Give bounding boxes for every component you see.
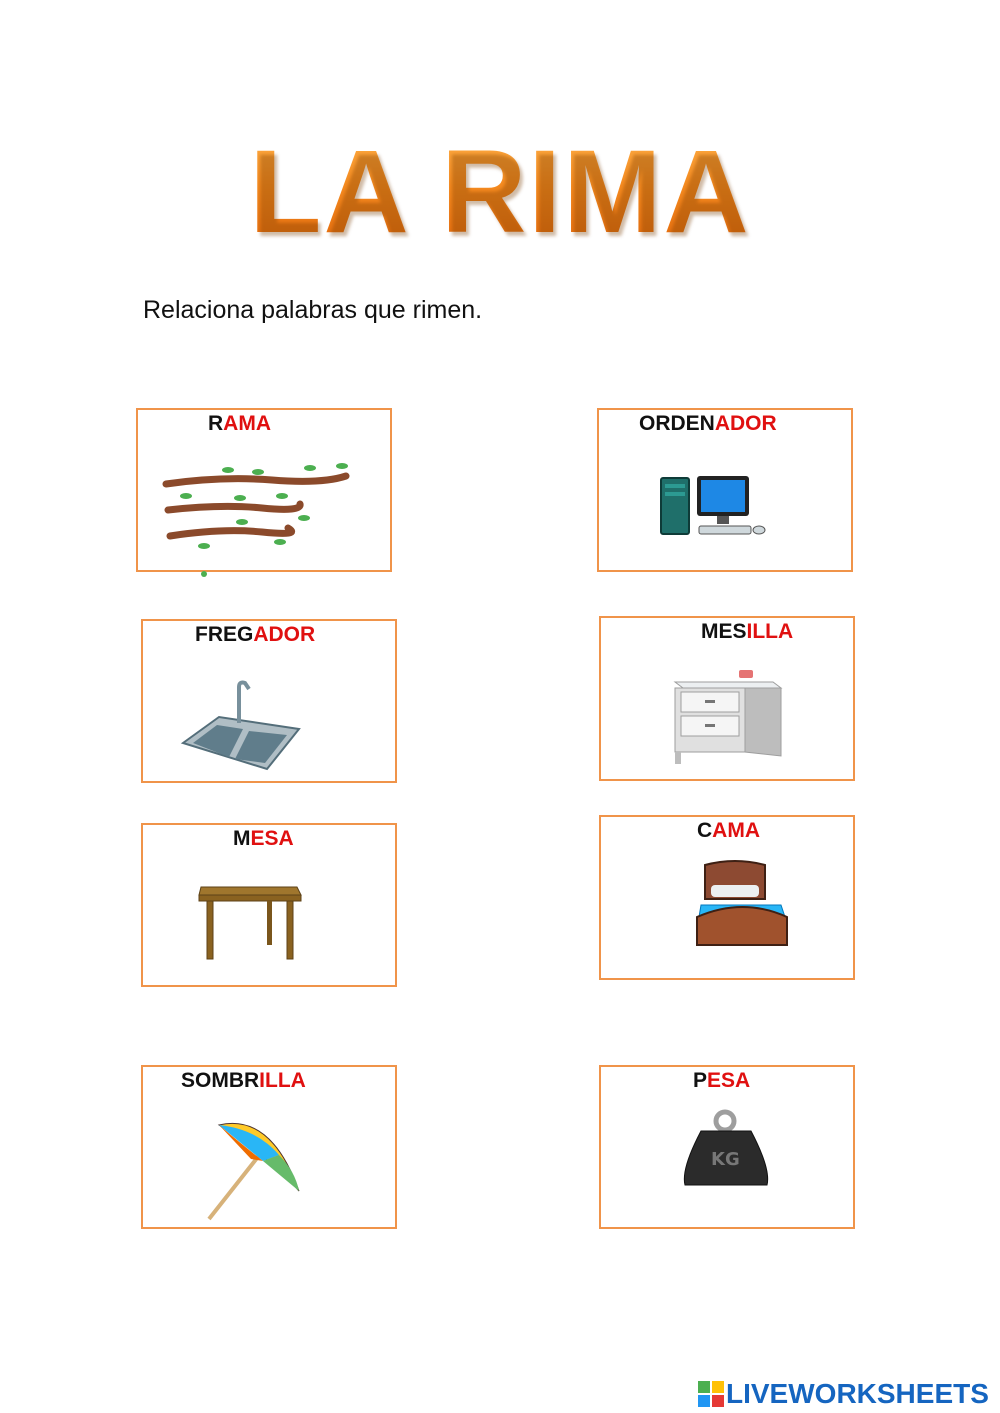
word-cama: CAMA — [697, 819, 760, 842]
umbrella-icon — [201, 1119, 311, 1225]
sink-icon — [179, 677, 303, 777]
card-fregador[interactable] — [141, 619, 397, 783]
word-fregador: FREGADOR — [195, 623, 316, 646]
word-mesa: MESA — [233, 827, 294, 850]
table-icon — [197, 877, 303, 967]
page-title: LA RIMA — [0, 128, 1000, 258]
card-rama[interactable] — [136, 408, 392, 572]
svg-text:KG: KG — [711, 1149, 740, 1170]
bed-icon — [695, 859, 791, 951]
word-ordenador: ORDENADOR — [639, 412, 777, 435]
card-ordenador[interactable] — [597, 408, 853, 572]
liveworksheets-logo-icon — [698, 1381, 724, 1407]
word-sombrilla: SOMBRILLA — [181, 1069, 306, 1092]
card-sombrilla[interactable] — [141, 1065, 397, 1229]
instruction-text: Relaciona palabras que rimen. — [143, 296, 483, 324]
word-mesilla: MESILLA — [701, 620, 794, 643]
card-mesa[interactable] — [141, 823, 397, 987]
word-rama: RAMA — [208, 412, 271, 435]
brand-logo — [698, 1378, 989, 1410]
nightstand-icon — [673, 668, 785, 768]
card-pesa[interactable] — [599, 1065, 855, 1229]
branch-icon — [162, 458, 362, 578]
weight-icon — [681, 1109, 771, 1191]
card-cama[interactable] — [599, 815, 855, 980]
brand-name: LIVEWORKSHEETS — [726, 1378, 989, 1409]
word-pesa: PESA — [693, 1069, 751, 1092]
card-mesilla[interactable] — [599, 616, 855, 781]
computer-icon — [659, 472, 789, 542]
